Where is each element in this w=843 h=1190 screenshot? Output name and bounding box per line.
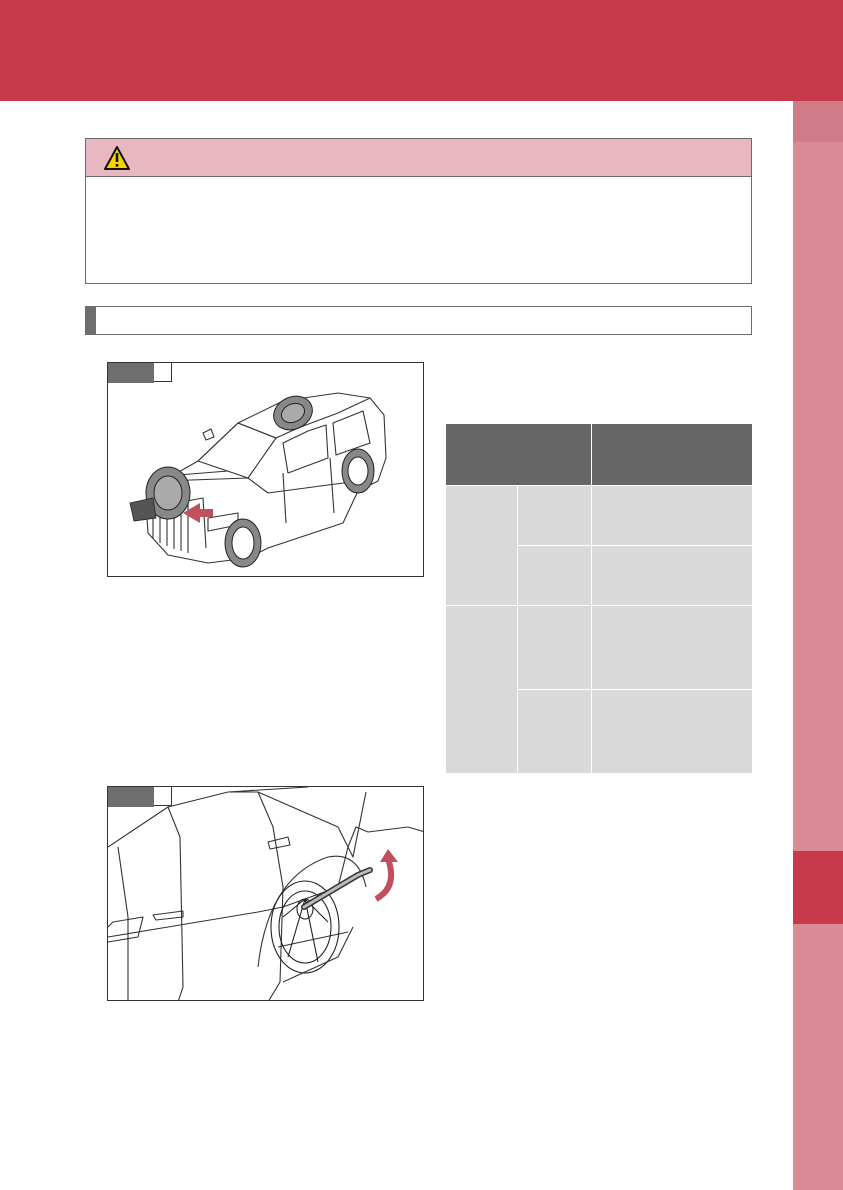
warning-header	[86, 139, 751, 177]
table-cell	[446, 606, 518, 774]
table-cell	[592, 486, 753, 546]
table-cell	[518, 486, 592, 546]
figure-tag	[108, 787, 172, 807]
table-cell	[518, 546, 592, 606]
side-thumb-tab	[793, 101, 843, 1190]
figure-tag	[108, 363, 172, 383]
wheel-wrench-illustration	[108, 787, 424, 1001]
side-thumb-tab-top	[793, 101, 843, 142]
side-thumb-tab-active[interactable]	[793, 851, 843, 924]
figure-wheel-wrench	[107, 786, 424, 1001]
header-band	[0, 0, 843, 101]
table-cell	[518, 690, 592, 774]
section-heading-bar	[85, 306, 752, 335]
warning-triangle-icon	[104, 146, 130, 170]
table-cell	[592, 690, 753, 774]
table-cell	[592, 546, 753, 606]
spec-table	[445, 423, 753, 774]
warning-box	[85, 138, 752, 284]
section-marker	[86, 307, 96, 334]
table-header-cell	[592, 424, 753, 486]
table-cell	[592, 606, 753, 690]
table-cell	[446, 486, 518, 606]
car-spare-tire-illustration	[108, 363, 424, 577]
table-cell	[518, 606, 592, 690]
figure-spare-tire	[107, 362, 424, 577]
table-header-cell	[446, 424, 592, 486]
